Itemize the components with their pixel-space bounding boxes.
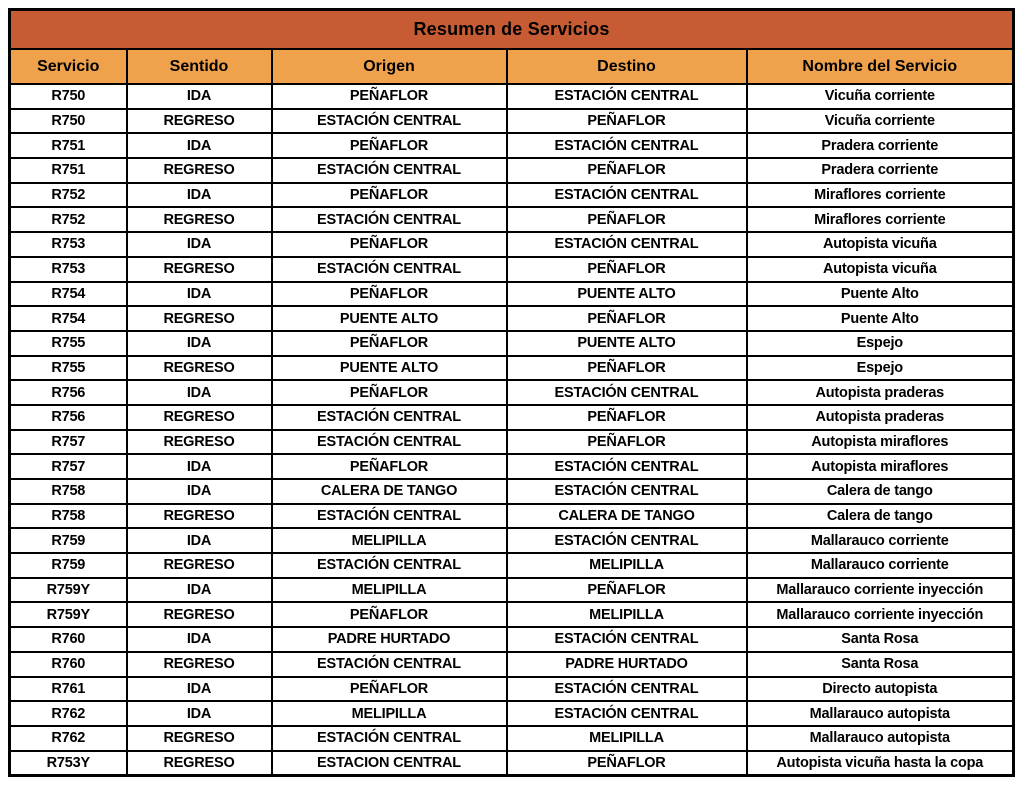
table-cell: Autopista miraflores (747, 454, 1014, 479)
table-cell: PEÑAFLOR (272, 183, 507, 208)
title-row (10, 10, 1014, 50)
table-row (10, 84, 1014, 109)
table-cell: R754 (10, 282, 127, 307)
table-cell: IDA (127, 578, 272, 603)
table-cell: PEÑAFLOR (507, 356, 747, 381)
table-row (10, 331, 1014, 356)
table-cell: IDA (127, 84, 272, 109)
table-cell: ESTACIÓN CENTRAL (507, 528, 747, 553)
table-cell: PEÑAFLOR (272, 232, 507, 257)
table-cell: Miraflores corriente (747, 183, 1014, 208)
table-cell: R753 (10, 232, 127, 257)
table-cell: PUENTE ALTO (507, 331, 747, 356)
table-cell: ESTACIÓN CENTRAL (272, 726, 507, 751)
table-cell: PEÑAFLOR (272, 454, 507, 479)
table-row (10, 602, 1014, 627)
header-row (10, 49, 1014, 84)
table-cell: PEÑAFLOR (272, 84, 507, 109)
table-cell: REGRESO (127, 553, 272, 578)
table-cell: REGRESO (127, 405, 272, 430)
table-cell: CALERA DE TANGO (272, 479, 507, 504)
table-cell: R757 (10, 454, 127, 479)
table-cell: IDA (127, 677, 272, 702)
table-cell: Santa Rosa (747, 652, 1014, 677)
table-cell: REGRESO (127, 751, 272, 776)
table-cell: Autopista vicuña hasta la copa (747, 751, 1014, 776)
table-cell: Mallarauco corriente inyección (747, 602, 1014, 627)
table-cell: R761 (10, 677, 127, 702)
table-row (10, 677, 1014, 702)
column-header-servicio: Servicio (10, 49, 127, 84)
table-cell: R751 (10, 133, 127, 158)
table-cell: Puente Alto (747, 282, 1014, 307)
table-cell: MELIPILLA (507, 553, 747, 578)
table-cell: Calera de tango (747, 479, 1014, 504)
table-cell: R753Y (10, 751, 127, 776)
table-row (10, 751, 1014, 776)
table-cell: REGRESO (127, 726, 272, 751)
table-cell: Mallarauco corriente (747, 553, 1014, 578)
table-cell: Miraflores corriente (747, 207, 1014, 232)
table-cell: PEÑAFLOR (507, 751, 747, 776)
table-cell: Vicuña corriente (747, 109, 1014, 134)
table-cell: Puente Alto (747, 306, 1014, 331)
table-cell: R762 (10, 701, 127, 726)
table-cell: R751 (10, 158, 127, 183)
table-row (10, 726, 1014, 751)
table-cell: IDA (127, 701, 272, 726)
table-cell: PEÑAFLOR (272, 677, 507, 702)
table-cell: R756 (10, 405, 127, 430)
table-cell: IDA (127, 479, 272, 504)
table-cell: ESTACIÓN CENTRAL (507, 232, 747, 257)
table-cell: IDA (127, 282, 272, 307)
table-cell: ESTACIÓN CENTRAL (272, 257, 507, 282)
table-cell: REGRESO (127, 356, 272, 381)
table-cell: REGRESO (127, 652, 272, 677)
table-cell: PUENTE ALTO (507, 282, 747, 307)
table-cell: R756 (10, 380, 127, 405)
table-cell: Calera de tango (747, 504, 1014, 529)
table-row (10, 183, 1014, 208)
table-cell: MELIPILLA (507, 602, 747, 627)
table-cell: Directo autopista (747, 677, 1014, 702)
table-cell: IDA (127, 133, 272, 158)
table-cell: R754 (10, 306, 127, 331)
table-row (10, 627, 1014, 652)
table-cell: R753 (10, 257, 127, 282)
table-row (10, 306, 1014, 331)
table-row (10, 479, 1014, 504)
table-cell: IDA (127, 454, 272, 479)
table-cell: PEÑAFLOR (507, 207, 747, 232)
table-cell: MELIPILLA (272, 578, 507, 603)
table-row (10, 652, 1014, 677)
table-cell: ESTACIÓN CENTRAL (272, 652, 507, 677)
table-cell: Pradera corriente (747, 133, 1014, 158)
table-cell: PADRE HURTADO (272, 627, 507, 652)
table-row (10, 380, 1014, 405)
table-cell: R758 (10, 504, 127, 529)
table-cell: Autopista miraflores (747, 430, 1014, 455)
table-cell: REGRESO (127, 504, 272, 529)
table-row (10, 356, 1014, 381)
column-header-sentido: Sentido (127, 49, 272, 84)
table-cell: REGRESO (127, 257, 272, 282)
table-cell: R760 (10, 627, 127, 652)
table-cell: R759 (10, 528, 127, 553)
table-cell: ESTACION CENTRAL (272, 751, 507, 776)
table-cell: R758 (10, 479, 127, 504)
table-cell: PEÑAFLOR (272, 602, 507, 627)
table-cell: R757 (10, 430, 127, 455)
table-cell: Mallarauco autopista (747, 726, 1014, 751)
table-cell: R762 (10, 726, 127, 751)
table-row (10, 282, 1014, 307)
table-cell: IDA (127, 183, 272, 208)
table-cell: ESTACIÓN CENTRAL (507, 479, 747, 504)
column-header-origen: Origen (272, 49, 507, 84)
table-cell: ESTACIÓN CENTRAL (507, 380, 747, 405)
table-cell: IDA (127, 232, 272, 257)
table-cell: ESTACIÓN CENTRAL (272, 158, 507, 183)
table-cell: Autopista praderas (747, 380, 1014, 405)
table-cell: PEÑAFLOR (272, 282, 507, 307)
column-header-nombre-del-servicio: Nombre del Servicio (747, 49, 1014, 84)
table-cell: ESTACIÓN CENTRAL (507, 454, 747, 479)
table-cell: ESTACIÓN CENTRAL (507, 183, 747, 208)
table-cell: PEÑAFLOR (272, 331, 507, 356)
table-cell: R752 (10, 183, 127, 208)
table-cell: ESTACIÓN CENTRAL (507, 133, 747, 158)
table-cell: Mallarauco autopista (747, 701, 1014, 726)
table-cell: Autopista praderas (747, 405, 1014, 430)
table-row (10, 454, 1014, 479)
table-cell: IDA (127, 528, 272, 553)
table-row (10, 158, 1014, 183)
table-row (10, 578, 1014, 603)
table-row (10, 109, 1014, 134)
table-body (10, 84, 1014, 776)
table-cell: ESTACIÓN CENTRAL (272, 405, 507, 430)
table-cell: IDA (127, 627, 272, 652)
table-cell: REGRESO (127, 306, 272, 331)
table-cell: ESTACIÓN CENTRAL (272, 207, 507, 232)
table-cell: PEÑAFLOR (272, 133, 507, 158)
table-row (10, 405, 1014, 430)
table-row (10, 207, 1014, 232)
table-cell: PEÑAFLOR (507, 257, 747, 282)
table-cell: CALERA DE TANGO (507, 504, 747, 529)
table-cell: PUENTE ALTO (272, 356, 507, 381)
table-cell: R752 (10, 207, 127, 232)
table-row (10, 133, 1014, 158)
table-cell: REGRESO (127, 430, 272, 455)
table-cell: Pradera corriente (747, 158, 1014, 183)
table-cell: REGRESO (127, 109, 272, 134)
table-cell: R759Y (10, 578, 127, 603)
table-cell: ESTACIÓN CENTRAL (272, 430, 507, 455)
table-cell: Mallarauco corriente (747, 528, 1014, 553)
table-cell: PEÑAFLOR (507, 306, 747, 331)
table-cell: Mallarauco corriente inyección (747, 578, 1014, 603)
table-row (10, 257, 1014, 282)
table-title: Resumen de Servicios (10, 10, 1014, 50)
table-cell: ESTACIÓN CENTRAL (507, 677, 747, 702)
table-cell: MELIPILLA (272, 701, 507, 726)
table-cell: PUENTE ALTO (272, 306, 507, 331)
table-row (10, 553, 1014, 578)
table-cell: ESTACIÓN CENTRAL (272, 109, 507, 134)
services-summary-table (8, 8, 1015, 777)
table-row (10, 232, 1014, 257)
table-cell: PEÑAFLOR (507, 430, 747, 455)
table-cell: Santa Rosa (747, 627, 1014, 652)
table-cell: PEÑAFLOR (507, 578, 747, 603)
table-cell: REGRESO (127, 207, 272, 232)
table-cell: ESTACIÓN CENTRAL (507, 701, 747, 726)
table-cell: ESTACIÓN CENTRAL (507, 627, 747, 652)
table-cell: MELIPILLA (272, 528, 507, 553)
table-cell: REGRESO (127, 602, 272, 627)
table-cell: R759Y (10, 602, 127, 627)
table-cell: IDA (127, 380, 272, 405)
table-cell: R755 (10, 331, 127, 356)
table-cell: Vicuña corriente (747, 84, 1014, 109)
table-row (10, 528, 1014, 553)
table-cell: Espejo (747, 331, 1014, 356)
table-row (10, 504, 1014, 529)
column-header-destino: Destino (507, 49, 747, 84)
table-cell: ESTACIÓN CENTRAL (272, 504, 507, 529)
table-cell: MELIPILLA (507, 726, 747, 751)
table-cell: Autopista vicuña (747, 232, 1014, 257)
table-cell: PEÑAFLOR (272, 380, 507, 405)
table-cell: Espejo (747, 356, 1014, 381)
table-cell: R759 (10, 553, 127, 578)
table-cell: R750 (10, 84, 127, 109)
table-cell: ESTACIÓN CENTRAL (507, 84, 747, 109)
table-cell: R755 (10, 356, 127, 381)
table-cell: PEÑAFLOR (507, 405, 747, 430)
table-cell: PEÑAFLOR (507, 158, 747, 183)
table-cell: R760 (10, 652, 127, 677)
table-cell: R750 (10, 109, 127, 134)
table-row (10, 701, 1014, 726)
table-cell: IDA (127, 331, 272, 356)
table-row (10, 430, 1014, 455)
table-cell: ESTACIÓN CENTRAL (272, 553, 507, 578)
table-cell: REGRESO (127, 158, 272, 183)
table-cell: PEÑAFLOR (507, 109, 747, 134)
table-cell: PADRE HURTADO (507, 652, 747, 677)
table-cell: Autopista vicuña (747, 257, 1014, 282)
